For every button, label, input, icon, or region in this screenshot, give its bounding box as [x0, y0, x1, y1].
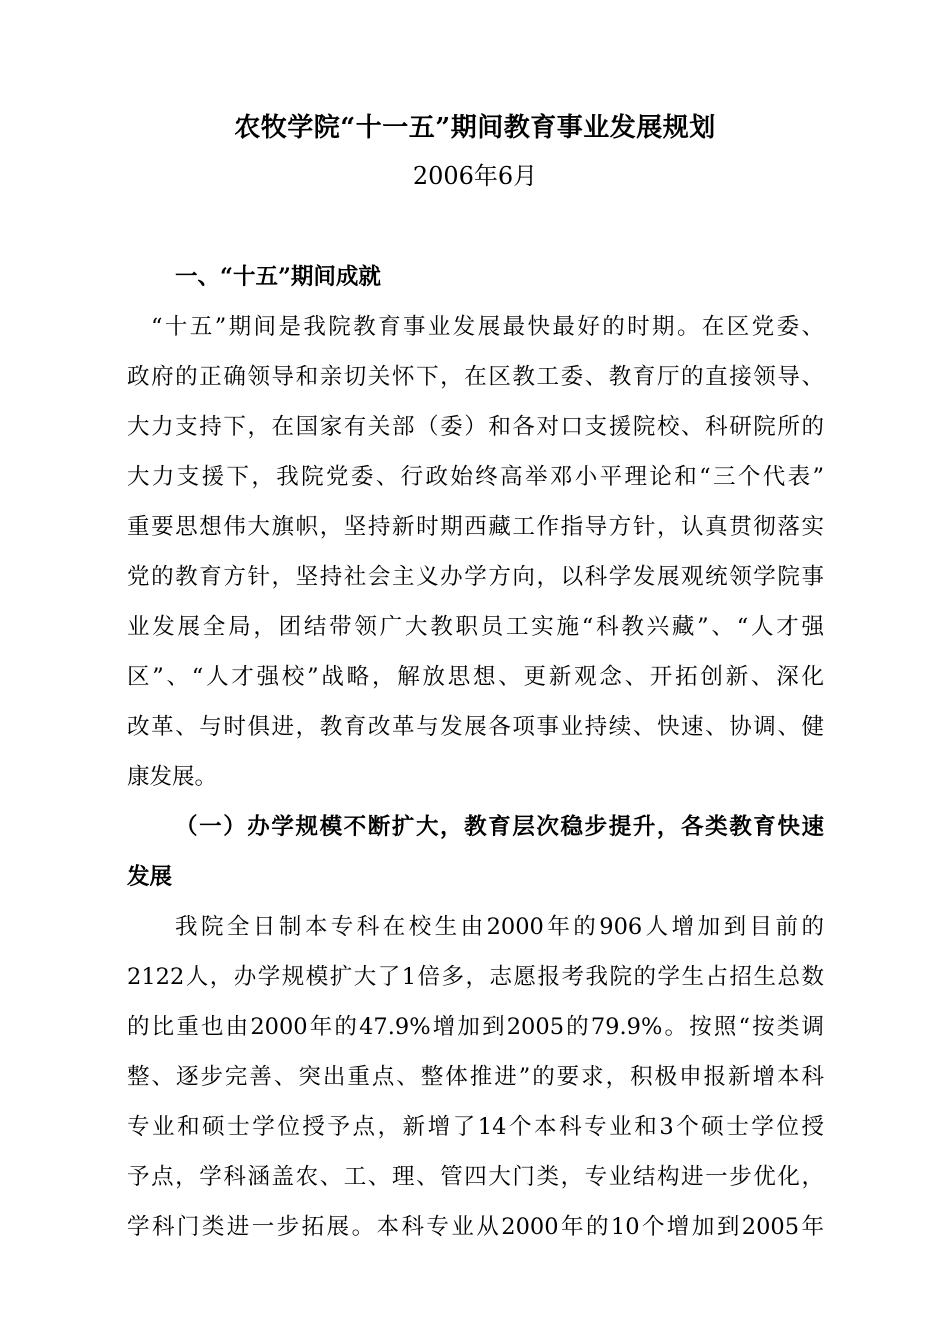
paragraph-line: 业发展全局，团结带领广大教职员工实施“科教兴藏”、“人才强 — [127, 614, 824, 640]
paragraph-line: 的比重也由2000年的47.9%增加到2005的79.9%。按照“按类调 — [127, 1014, 824, 1040]
paragraph-line: 改革、与时俱进，教育改革与发展各项事业持续、快速、协调、健 — [127, 714, 824, 740]
paragraph-line: 大力支持下，在国家有关部（委）和各对口支援院校、科研院所的 — [127, 414, 824, 440]
document-date: 2006年6月 — [412, 162, 538, 190]
document-title: 农牧学院“十一五”期间教育事业发展规划 — [234, 113, 716, 143]
paragraph-line: 整、逐步完善、突出重点、整体推进”的要求，积极申报新增本科 — [127, 1064, 824, 1090]
paragraph-line: 我院全日制本专科在校生由2000年的906人增加到目前的 — [175, 914, 824, 940]
paragraph-line: 学科门类进一步拓展。本科专业从2000年的10个增加到2005年 — [127, 1214, 824, 1240]
paragraph-line: 专业和硕士学位授予点，新增了14个本科专业和3个硕士学位授 — [127, 1114, 824, 1140]
subsection-heading: （一）办学规模不断扩大，教育层次稳步提升，各类教育快速 — [175, 814, 824, 840]
section-heading: 一、“十五”期间成就 — [175, 264, 381, 290]
paragraph-line: 政府的正确领导和亲切关怀下，在区教工委、教育厅的直接领导、 — [127, 364, 824, 390]
paragraph-line: 2122人，办学规模扩大了1倍多，志愿报考我院的学生占招生总数 — [127, 964, 824, 990]
paragraph-line: 大力支援下，我院党委、行政始终高举邓小平理论和“三个代表” — [127, 464, 824, 490]
subsection-heading: 发展 — [127, 864, 173, 890]
paragraph-line: 区”、“人才强校”战略，解放思想、更新观念、开拓创新、深化 — [127, 664, 824, 690]
paragraph-line: “十五”期间是我院教育事业发展最快最好的时期。在区党委、 — [151, 314, 824, 340]
paragraph-line: 党的教育方针，坚持社会主义办学方向，以科学发展观统领学院事 — [127, 564, 824, 590]
paragraph-line: 予点，学科涵盖农、工、理、管四大门类，专业结构进一步优化， — [127, 1164, 824, 1190]
paragraph-line: 重要思想伟大旗帜，坚持新时期西藏工作指导方针，认真贯彻落实 — [127, 514, 824, 540]
paragraph-line: 康发展。 — [127, 764, 218, 790]
